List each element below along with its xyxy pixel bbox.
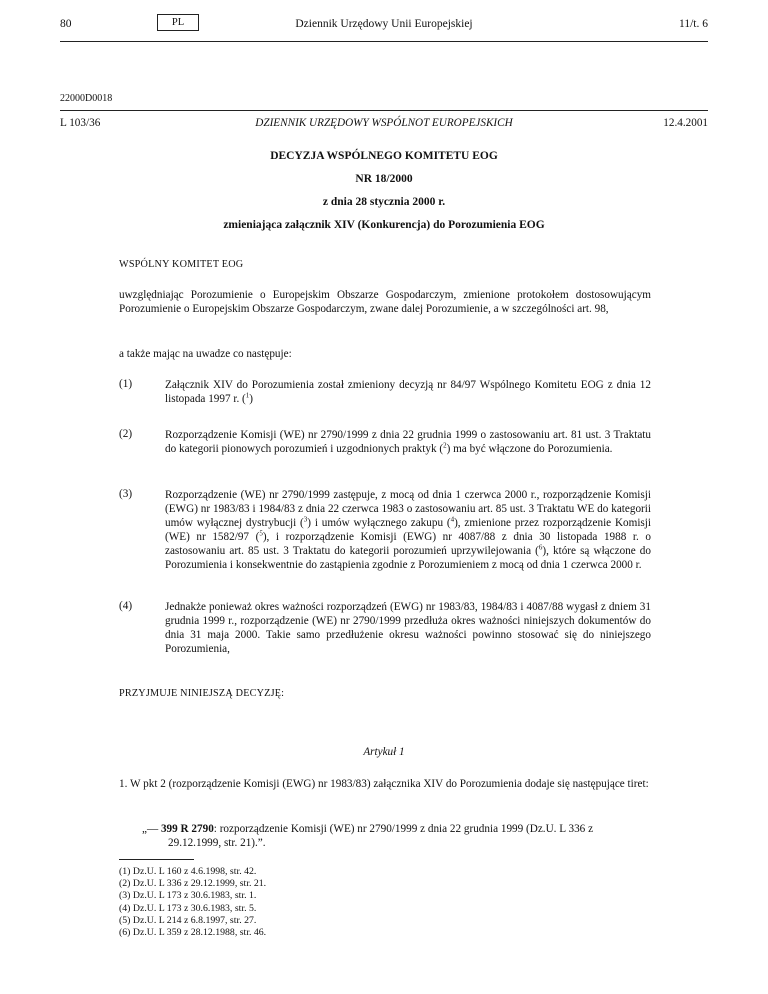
committee-heading: WSPÓLNY KOMITET EOG xyxy=(119,259,244,270)
footnote-item: (2) Dz.U. L 336 z 29.12.1999, str. 21. xyxy=(119,878,267,890)
header-rule xyxy=(60,41,708,42)
quote-code: 399 R 2790 xyxy=(160,823,214,835)
oj-reference: L 103/36 xyxy=(60,117,101,129)
decision-number: NR 18/2000 xyxy=(355,173,413,185)
quote-prefix: „— xyxy=(142,823,161,835)
whereas-line: a także mając na uwadze co następuje: xyxy=(119,348,292,360)
document-code: 22000D0018 xyxy=(60,93,113,104)
point-1-number: (1) xyxy=(119,378,133,390)
footnote-item: (1) Dz.U. L 160 z 4.6.1998, str. 42. xyxy=(119,866,257,877)
point-4-number: (4) xyxy=(119,600,133,612)
decision-date: z dnia 28 stycznia 2000 r. xyxy=(322,196,446,208)
journal-title: Dziennik Urzędowy Unii Europejskiej xyxy=(295,18,473,30)
oj-date: 12.4.2001 xyxy=(663,117,708,129)
article-quote xyxy=(142,822,652,850)
decides-heading: PRZYJMUJE NINIEJSZĄ DECYZJĘ: xyxy=(119,688,285,699)
quote-text: : rozporządzenie Komisji (WE) nr 2790/1999 z dnia 22 grudnia 1999 (Dz.U. L 336 z xyxy=(213,823,594,835)
point-2-number: (2) xyxy=(119,428,133,440)
language-box: PL xyxy=(157,14,199,31)
footnote-item: (6) Dz.U. L 359 z 28.12.1988, str. 46. xyxy=(119,927,267,939)
point-3-text: Rozporządzenie (WE) nr 2790/1999 zastępuje, z mocą od dnia 1 czerwca 2000 r., rozporządzenie Komisji (EWG) nr 1983/83 i 1984/83 z dnia 22 czerwca 1983 o zastosowaniu art. 85 ust. 3 Traktatu WE do kategorii umów wyłącznej dystrybucji ($^3$) i umów wyłącznego zakupu ($^4$), zmienione przez rozporządzenie Komisji (WE) nr 1582/97 ($^5$), i rozporządzenie Komisji (EWG) nr 4087/88 z dnia 30 listopada 1988 r. o zastosowaniu art. 85 ust. 3 Traktatu do kategorii porozumień uprzywilejowania ($^6$), które są włączone do Porozumienia i konsekwentnie do zastąpienia zgodnie z Porozumieniem z mocą od dnia 1 czerwca 2000 r. xyxy=(165,489,651,571)
quote-line2: 29.12.1999, str. 21).”. xyxy=(168,837,266,849)
footnote-item: (4) Dz.U. L 173 z 30.6.1983, str. 5. xyxy=(119,902,257,914)
footnotes xyxy=(119,866,266,939)
decision-title: DECYZJA WSPÓLNEGO KOMITETU EOG xyxy=(270,150,498,162)
page-number: 80 xyxy=(60,18,72,30)
recital-intro: uwzględniając Porozumienie o Europejskim Obszarze Gospodarczym, zmienione protokołem dostosowującym Porozumienie o Europejskim Obszarze Gospodarczym, zwane dalej Porozumienie, a w szczególności art. 98, xyxy=(119,289,651,315)
point-2-text: Rozporządzenie Komisji (WE) nr 2790/1999 z dnia 22 grudnia 1999 o zastosowaniu art. 81 ust. 3 Traktatu do kategorii pionowych porozumień i uzgodnionych praktyk ($^2$) ma być włączone do Porozumienia. xyxy=(165,429,651,455)
article-paragraph: 1. W pkt 2 (rozporządzenie Komisji (EWG) nr 1983/83) załącznika XIV do Porozumienia dodaje się następujące tiret: xyxy=(119,778,649,790)
oj-rule xyxy=(60,110,708,111)
footnote-item: (3) Dz.U. L 173 z 30.6.1983, str. 1. xyxy=(119,890,257,902)
footnote-item: (5) Dz.U. L 214 z 6.8.1997, str. 27. xyxy=(119,914,257,926)
point-4-text: Jednakże ponieważ okres ważności rozporządzeń (EWG) nr 1983/83, 1984/83 i 4087/88 wygasł z dniem 31 grudnia 1999 r., rozporządzenie (WE) nr 2790/1999 przedłuża okres ważności niniejszych dokumentów do dnia 31 maja 2000. Takie samo przedłużenie okresu ważności powinno stosować się do niniejszego Porozumienia, xyxy=(165,601,651,655)
footnote-rule xyxy=(119,859,194,860)
article-heading: Artykuł 1 xyxy=(363,746,405,758)
point-3-number: (3) xyxy=(119,488,133,500)
decision-subject: zmieniająca załącznik XIV (Konkurencja) do Porozumienia EOG xyxy=(223,219,545,231)
point-1-text: Załącznik XIV do Porozumienia został zmieniony decyzją nr 84/97 Wspólnego Komitetu EOG z dnia 12 listopada 1997 r. ($^1$) xyxy=(165,379,651,405)
volume-label: 11/t. 6 xyxy=(679,18,708,30)
oj-journal-title: DZIENNIK URZĘDOWY WSPÓLNOT EUROPEJSKICH xyxy=(255,117,513,129)
